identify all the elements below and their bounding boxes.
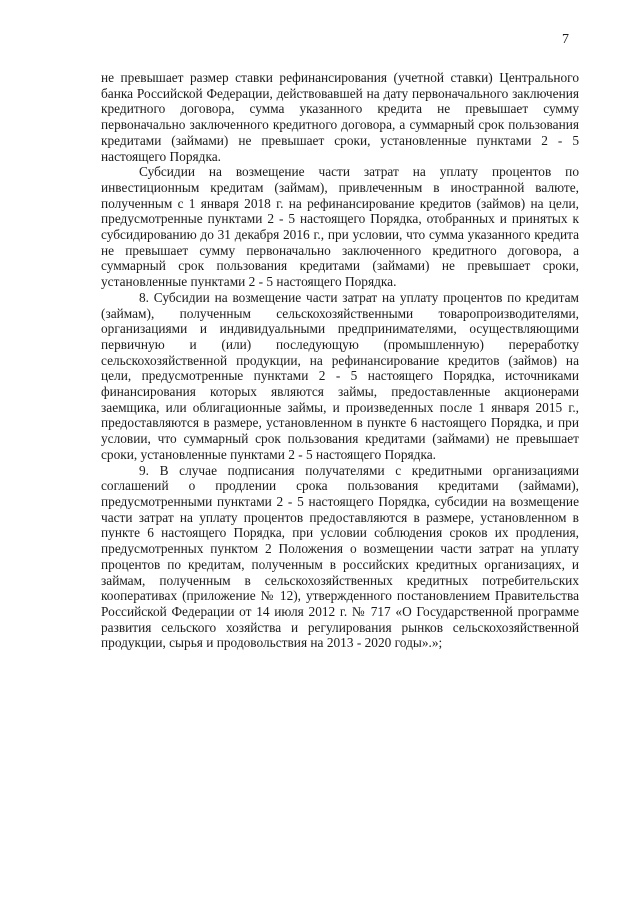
paragraph-item-8: 8. Субсидии на возмещение части затрат на уплату процентов по кредитам (займам), полученным сельскохозяйственными товаропроизводителями, организациями и индивидуальными предпринимателями, осуществляющими первичную и (или) последующую (промышленную) переработку сельскохозяйственной продукции, на рефинансирование кредитов (займов) на цели, предусмотренные пунктами 2 - 5 настоящего Порядка, источниками финансирования которых являются займы, предоставленные акционерами заемщика, или облигационные займы, и произведенных после 1 января 2015 г., предоставляются в размере, установленном в пункте 6 настоящего Порядка, и при условии, что суммарный срок пользования кредитами (займами) не превышает сроки, установленные пунктами 2 - 5 настоящего Порядка. (101, 289, 579, 462)
page-number: 7 (562, 32, 569, 47)
paragraph-item-9: 9. В случае подписания получателями с кредитными организациями соглашений о продлении срока пользования кредитами (займами), предусмотренными пунктами 2 - 5 настоящего Порядка, субсидии на возмещение части затрат на уплату процентов предоставляются в размере, установленном в пункте 6 настоящего Порядка, при условии соблюдения сроков их продления, предусмотренных пунктом 2 Положения о возмещении части затрат на уплату процентов по кредитам, полученным в российских кредитных организациях, и займам, полученным в сельскохозяйственных кредитных потребительских кооперативах (приложение № 12), утвержденного постановлением Правительства Российской Федерации от 14 июля 2012 г. № 717 «О Государственной программе развития сельского хозяйства и регулирования рынков сельскохозяйственной продукции, сырья и продовольствия на 2013 - 2020 годы».»; (101, 462, 579, 651)
paragraph-foreign-currency-subsidies: Субсидии на возмещение части затрат на уплату процентов по инвестиционным кредитам (займам), привлеченным в иностранной валюте, полученным с 1 января 2018 г. на рефинансирование кредитов (займов) на цели, предусмотренные пунктами 2 - 5 настоящего Порядка, отобранных и принятых к субсидированию до 31 декабря 2016 г., при условии, что сумма указанного кредита не превышает сумму первоначально заключенного кредитного договора, а суммарный срок пользования кредитами (займами) не превышает сроки, установленные пунктами 2 - 5 настоящего Порядка. (101, 164, 579, 290)
document-body (101, 70, 579, 651)
paragraph-continuation: не превышает размер ставки рефинансирования (учетной ставки) Центрального банка Российской Федерации, действовавшей на дату первоначального заключения кредитного договора, сумма указанного кредита не превышает сумму первоначально заключенного кредитного договора, а суммарный срок пользования кредитами (займами) не превышает сроки, установленные пунктами 2 - 5 настоящего Порядка. (101, 70, 579, 164)
